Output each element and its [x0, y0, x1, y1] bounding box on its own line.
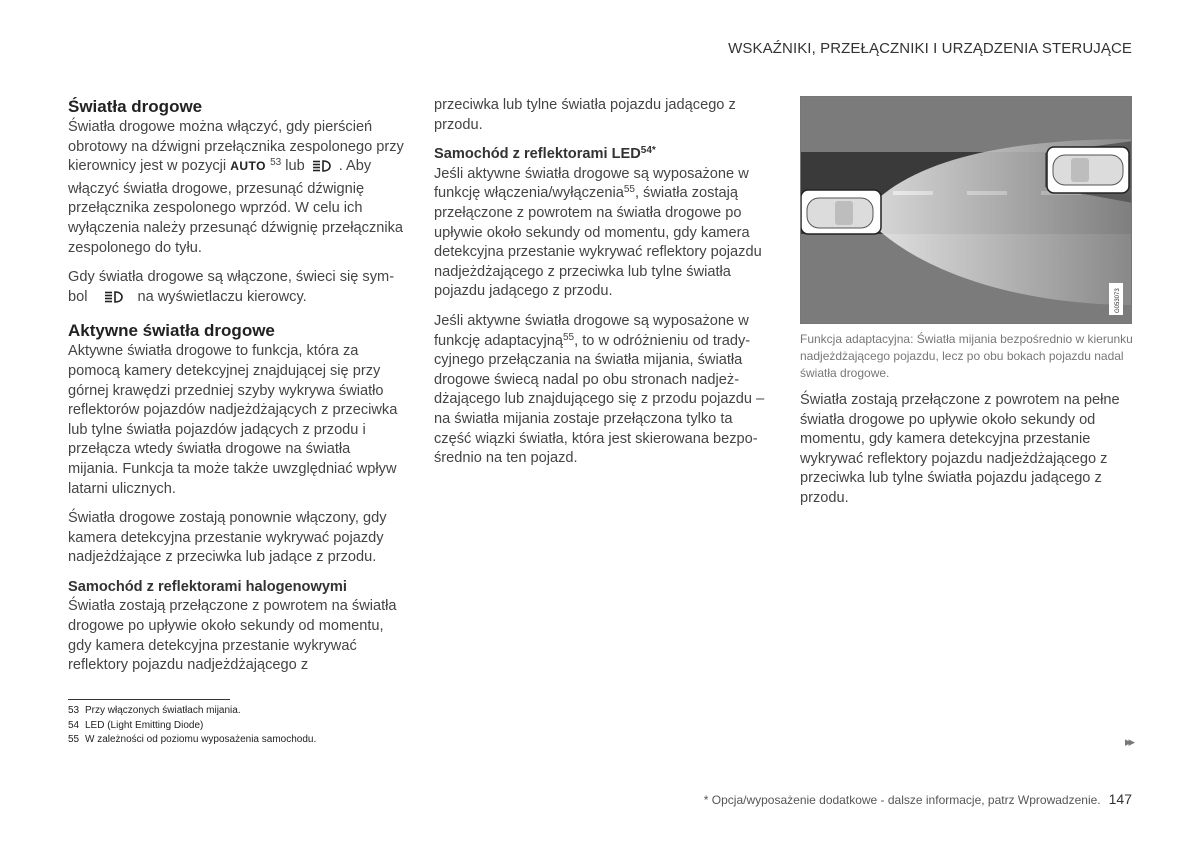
paragraph-reactivation: Światła drogowe zostają ponownie włączony, gdy kamera detekcyjna przestanie wykrywać pojazdy nadjeżdżające z przeciwka lub jadące z przodu.	[68, 510, 387, 566]
footnote-divider	[68, 699, 230, 700]
paragraph-high-beam-intro: Światła drogowe można włączyć, gdy pierścień obrotowy na dźwigni przełącznika zespolonego przy kierownicy jest w pozycji AUTO $^{53}$ lub . Aby włączyć światła drogowe, przesunąć dźwignię przełącznika zespolonego wprzód. W celu ich wyłączenia należy przesunąć dźwignię przełącznika zespolonego do tyłu.	[68, 119, 404, 256]
paragraph-active-description: Aktywne światła drogowe to funkcja, która za pomocą kamery detekcyjnej znajdującej się przy górnej krawędzi przedniej szyby wykrywa światło reflektorów pojazdów nadjeżdżających z przeciwka lub tylne światła pojazdów jadących z przodu i przełącza wtedy światła drogowe na światła mijania. Funkcja ta może także uwzględniać wpływ latarni ulicznych.	[68, 343, 398, 497]
footnote-ref-55b[interactable]: 55	[563, 331, 575, 343]
column-3	[800, 96, 1134, 519]
illustration-drawing	[801, 97, 1132, 324]
adaptive-beam-illustration	[800, 96, 1132, 324]
page-number: 147	[1108, 791, 1132, 807]
column-1	[68, 96, 404, 686]
footnote-53: 53 Przy włączonych światłach mijania.	[68, 705, 241, 716]
paragraph-full-beam-return: Światła zostają przełączone z powrotem na pełne światła drogowe po upływie około sekundy od momentu, gdy kamera detekcyjna przestanie wykrywać reflektory pojazdu nadjeżdżającego z przeciwka lub tylne światła pojazdu jadącego z przodu.	[800, 392, 1120, 506]
optional-equipment-note: * Opcja/wyposażenie dodatkowe - dalsze informacje, patrz Wprowadzenie.	[703, 793, 1101, 807]
double-arrow-icon[interactable]: ▸▸	[1124, 734, 1132, 749]
section-header: WSKAŹNIKI, PRZEŁĄCZNIKI I URZĄDZENIA STERUJĄCE	[728, 40, 1132, 57]
high-beam-indicator-icon	[103, 290, 125, 311]
figure-code: G053073	[1115, 288, 1121, 313]
paragraph-continued: przeciwka lub tylne światła pojazdu jadącego z przodu.	[434, 97, 736, 133]
paragraph-led-onoff: Jeśli aktywne światła drogowe są wyposażone w funkcję włączenia/wyłączenia$^{55}$, światła zostają przełączone z powrotem na światła drogowe po upływie około sekundy od momentu, gdy kamera detekcyjna przestanie wykrywać reflektory pojazdu nadjeżdżającego z przeciwka lub tylne światła pojazdu jadącego z przodu.	[434, 165, 762, 300]
footnote-ref-53[interactable]: 53	[270, 157, 282, 169]
paragraph-halogen: Światła zostają przełączone z powrotem na światła drogowe po upływie około sekundy od momentu, gdy kamera detekcyjna przestanie wykrywać reflektory pojazdu nadjeżdżającego z	[68, 598, 397, 674]
heading-active-high-beam: Aktywne światła drogowe	[68, 321, 275, 341]
auto-label: AUTO	[230, 159, 266, 174]
paragraph-symbol: Gdy światła drogowe są włączone, świeci się symbol na wyświetlaczu kierowcy.	[68, 268, 404, 310]
footnote-ref-55[interactable]: 55	[623, 184, 635, 196]
paragraph-led-adaptive: Jeśli aktywne światła drogowe są wyposażone w funkcję adaptacyjną$^{55}$, to w odróżnieniu od tradycyjnego przełączania na światła mijania, światła drogowe świecą nadal po obu stronach nadjeżdżającego lub znajdującego się z przodu pojazdu – na światła mijania zostaje przełączona tylko ta część wiązki światła, która jest skierowana bezpośrednio na ten pojazd.	[434, 312, 765, 467]
heading-led: Samochód z reflektorami $LED^{54*}$	[434, 145, 656, 163]
figure-caption: Funkcja adaptacyjna: Światła mijania bezpośrednio w kierunku nadjeżdżającego pojazdu, lecz po obu bokach pojazdu nadal światła drogowe.	[800, 332, 1133, 380]
footnotes	[68, 704, 316, 748]
heading-high-beam: Światła drogowe	[68, 97, 203, 116]
high-beam-icon	[311, 159, 333, 180]
own-car-windshield	[835, 201, 853, 225]
footnote-55: 55 W zależności od poziomu wyposażenia samochodu.	[68, 734, 317, 745]
heading-halogen: Samochód z reflektorami halogenowymi	[68, 578, 347, 595]
page-footer	[704, 791, 1132, 807]
footnote-54: 54 LED (Light Emitting Diode)	[68, 719, 204, 731]
footnote-ref-54[interactable]: 54*	[640, 145, 656, 157]
column-2	[434, 96, 770, 479]
oncoming-car-windshield	[1071, 158, 1089, 182]
